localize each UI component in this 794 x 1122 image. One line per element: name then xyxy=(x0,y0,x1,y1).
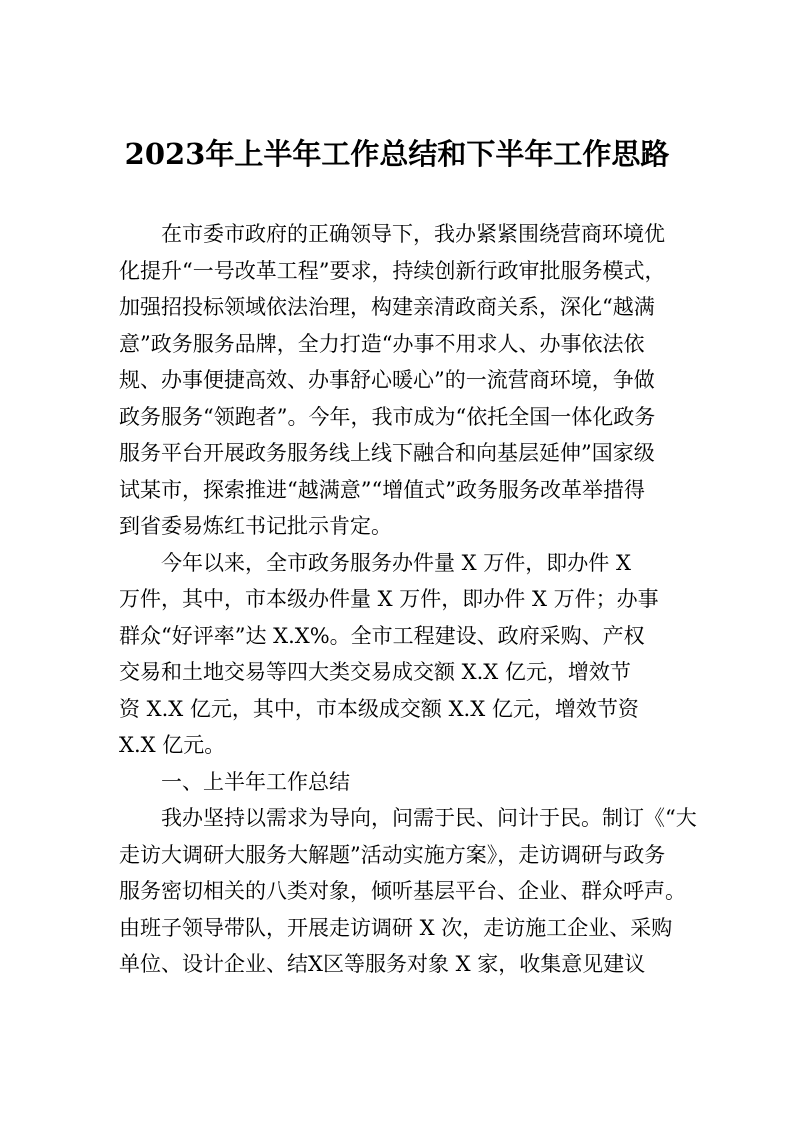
text-line: 加强招投标领域依法治理，构建亲清政商关系，深化“越满 xyxy=(119,295,655,319)
text-line: 交易和土地交易等四大类交易成交额 X.X 亿元，增效节 xyxy=(119,660,631,684)
document-body xyxy=(119,216,697,983)
text-line: 单位、设计企业、结X区等服务对象 X 家，收集意见建议 xyxy=(119,952,646,976)
text-line: 意”政务服务品牌，全力打造“办事不用求人、办事依法依 xyxy=(119,331,645,356)
text-line: 试某市，探索推进“越满意”“增值式”政务服务改革举措得 xyxy=(119,477,645,502)
section-heading: 一、上半年工作总结 xyxy=(161,769,350,794)
text-line: 群众“好评率”达 X.X%。全市工程建设、政府采购、产权 xyxy=(119,623,645,648)
text-line: X.X 亿元。 xyxy=(119,733,226,757)
document-title: 2023年上半年工作总结和下半年工作思路 xyxy=(124,137,670,171)
text-line: 规、办事便捷高效、办事舒心暖心”的一流营商环境，争做 xyxy=(119,368,655,392)
text-line: 到省委易炼红书记批示肯定。 xyxy=(119,514,392,538)
text-line: 政务服务“领跑者”。今年，我市成为“依托全国一体化政务 xyxy=(119,404,656,429)
text-line: 服务平台开展政务服务线上线下融合和向基层延伸”国家级 xyxy=(119,441,655,465)
text-line: 由班子领导带队，开展走访调研 X 次，走访施工企业、采购 xyxy=(119,915,673,940)
text-line: 今年以来，全市政务服务办件量 X 万件，即办件 X xyxy=(161,550,631,575)
text-line: 资 X.X 亿元，其中，市本级成交额 X.X 亿元，增效节资 xyxy=(119,696,639,721)
text-line: 走访大调研大服务大解题”活动实施方案》，走访调研与政务 xyxy=(119,842,666,867)
text-line: 在市委市政府的正确领导下，我办紧紧围绕营商环境优 xyxy=(161,222,665,246)
text-line: 万件，其中，市本级办件量 X 万件，即办件 X 万件；办事 xyxy=(119,587,659,611)
text-line: 化提升“一号改革工程”要求，持续创新行政审批服务模式， xyxy=(119,258,666,283)
text-line: 服务密切相关的八类对象，倾听基层平台、企业、群众呼声。 xyxy=(119,879,686,903)
text-line: 我办坚持以需求为导向，问需于民、问计于民。制订《“大 xyxy=(161,806,697,830)
